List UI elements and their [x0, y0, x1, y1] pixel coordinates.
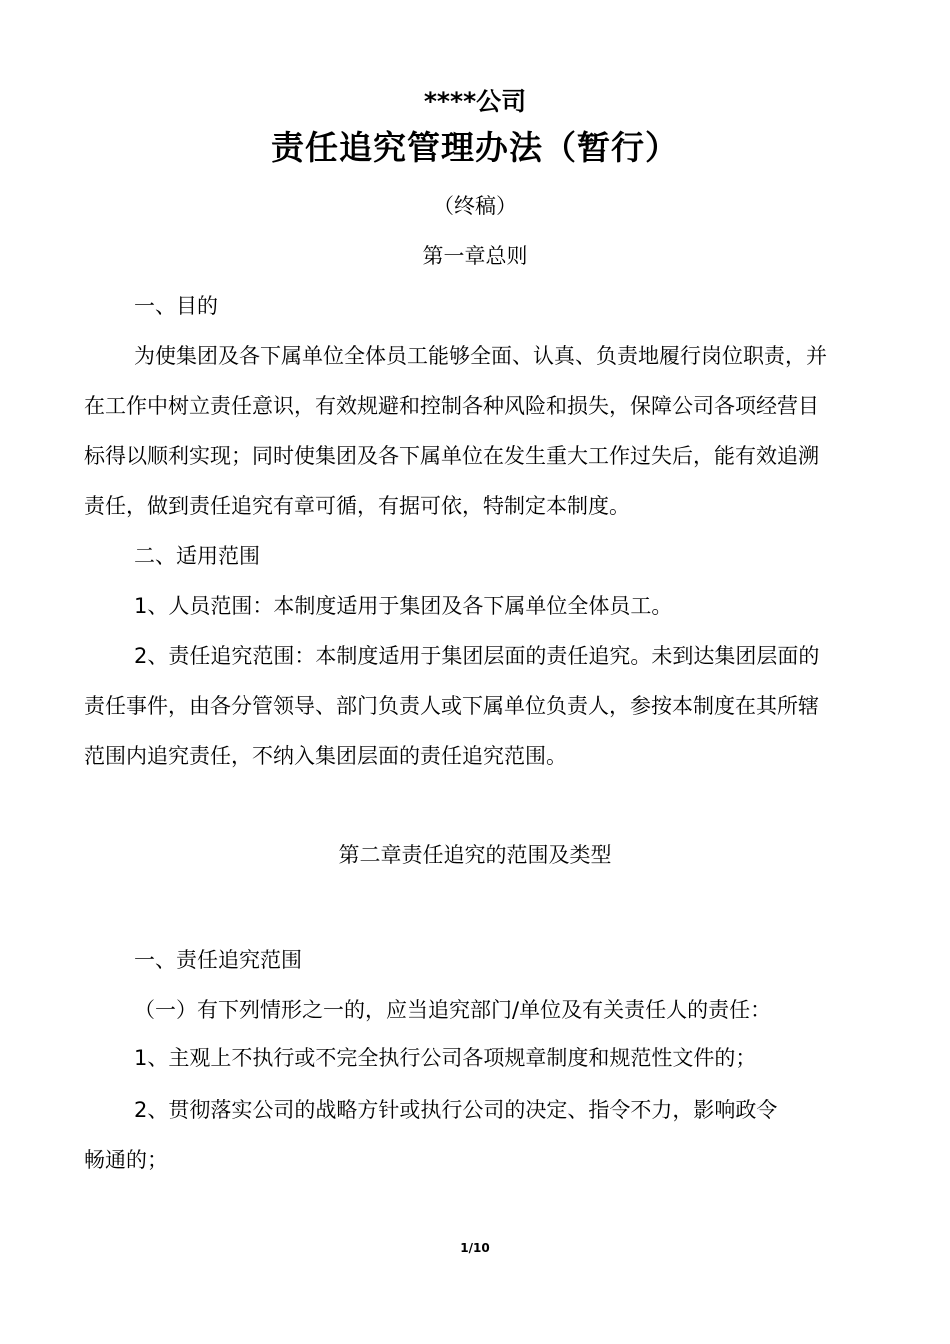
page-number: 1/10 — [460, 1241, 490, 1255]
document-status: （终稿） — [433, 194, 517, 218]
document-title: 责任追究管理办法（暂行） — [271, 128, 679, 167]
list-item-line: 2、贯彻落实公司的战略方针或执行公司的决定、指令不力，影响政令 — [134, 1098, 778, 1122]
section-accountability-scope-heading: 一、责任追究范围 — [134, 948, 302, 972]
purpose-paragraph-line: 责任，做到责任追究有章可循，有据可依，特制定本制度。 — [84, 494, 630, 518]
purpose-paragraph-line: 标得以顺利实现；同时使集团及各下属单位在发生重大工作过失后，能有效追溯 — [84, 444, 819, 468]
scope-item-accountability-line: 范围内追究责任，不纳入集团层面的责任追究范围。 — [84, 744, 567, 768]
list-item-line: 畅通的； — [84, 1148, 168, 1172]
purpose-paragraph-line: 在工作中树立责任意识，有效规避和控制各种风险和损失，保障公司各项经营目 — [84, 394, 819, 418]
company-name: ****公司 — [423, 87, 527, 116]
scope-item-personnel: 1、人员范围：本制度适用于集团及各下属单位全体员工。 — [134, 594, 673, 618]
section-purpose-heading: 一、目的 — [134, 294, 218, 318]
chapter-2-heading: 第二章责任追究的范围及类型 — [338, 843, 612, 867]
purpose-paragraph-line: 为使集团及各下属单位全体员工能够全面、认真、负责地履行岗位职责，并 — [134, 344, 827, 368]
scope-item-accountability-line: 责任事件，由各分管领导、部门负责人或下属单位负责人，参按本制度在其所辖 — [84, 694, 819, 718]
scope-item-accountability-line: 2、责任追究范围：本制度适用于集团层面的责任追究。未到达集团层面的 — [134, 644, 820, 668]
list-item: 1、主观上不执行或不完全执行公司各项规章制度和规范性文件的； — [134, 1046, 757, 1070]
subsection-heading: （一）有下列情形之一的，应当追究部门/单位及有关责任人的责任： — [134, 998, 772, 1022]
section-scope-heading: 二、适用范围 — [134, 544, 260, 568]
chapter-1-heading: 第一章总则 — [422, 244, 528, 268]
